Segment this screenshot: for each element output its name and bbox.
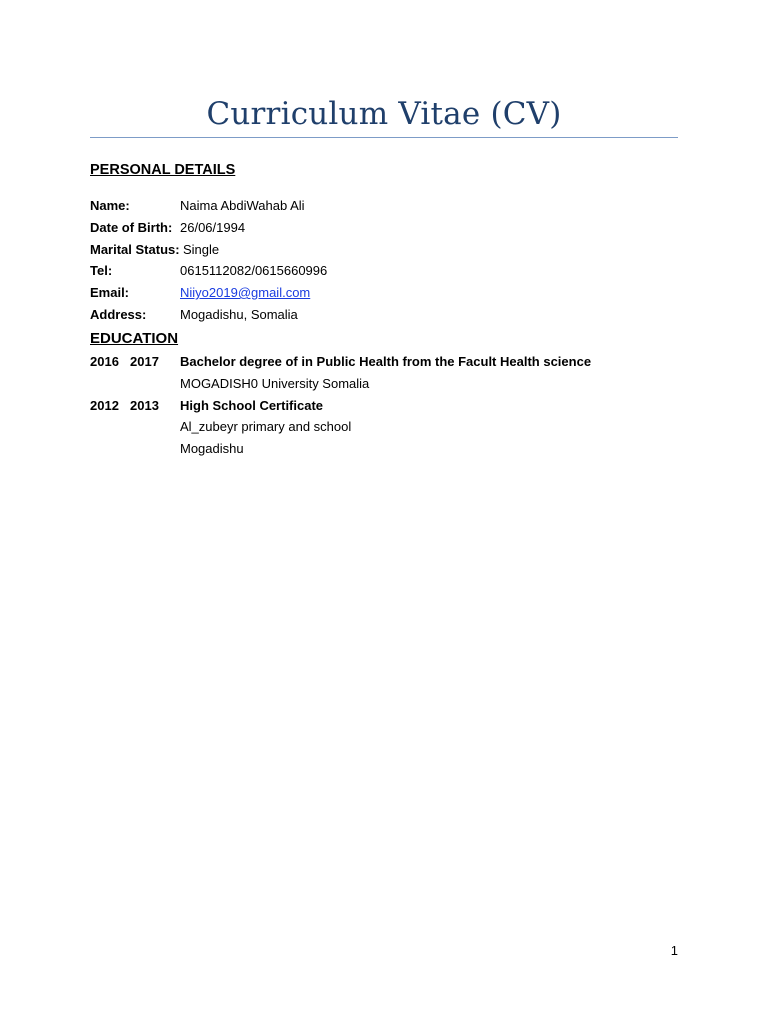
email-link[interactable]: Niiyo2019@gmail.com [180, 285, 311, 300]
education-start-year: 2012 [90, 398, 119, 413]
field-label: Name: [90, 198, 130, 213]
field-label: Marital Status: [90, 242, 180, 257]
page-number: 1 [670, 943, 678, 958]
education-end-year: 2017 [130, 354, 159, 369]
education-heading: EDUCATION [90, 330, 179, 347]
education-detail: Al_zubeyr primary and school [180, 419, 352, 434]
education-end-year: 2013 [130, 398, 159, 413]
document-title: Curriculum Vitae (CV) [206, 96, 562, 132]
field-value: 0615112082/0615660996 [180, 263, 328, 278]
field-value: Single [183, 242, 220, 257]
personal-details-heading: PERSONAL DETAILS [90, 162, 236, 178]
field-label: Email: [90, 285, 130, 300]
field-value: 26/06/1994 [180, 220, 246, 235]
education-qualification: High School Certificate [180, 398, 324, 413]
education-start-year: 2016 [90, 354, 119, 369]
education-detail: MOGADISH0 University Somalia [180, 376, 370, 391]
field-label: Tel: [90, 263, 113, 278]
field-value: Naima AbdiWahab Ali [180, 198, 305, 213]
education-qualification: Bachelor degree of in Public Health from the Facult Health science [180, 354, 592, 369]
education-detail: Mogadishu [180, 441, 244, 456]
field-label: Address: [90, 307, 147, 322]
title-divider [90, 137, 678, 138]
field-label: Date of Birth: [90, 220, 173, 235]
field-value: Mogadishu, Somalia [180, 307, 298, 322]
